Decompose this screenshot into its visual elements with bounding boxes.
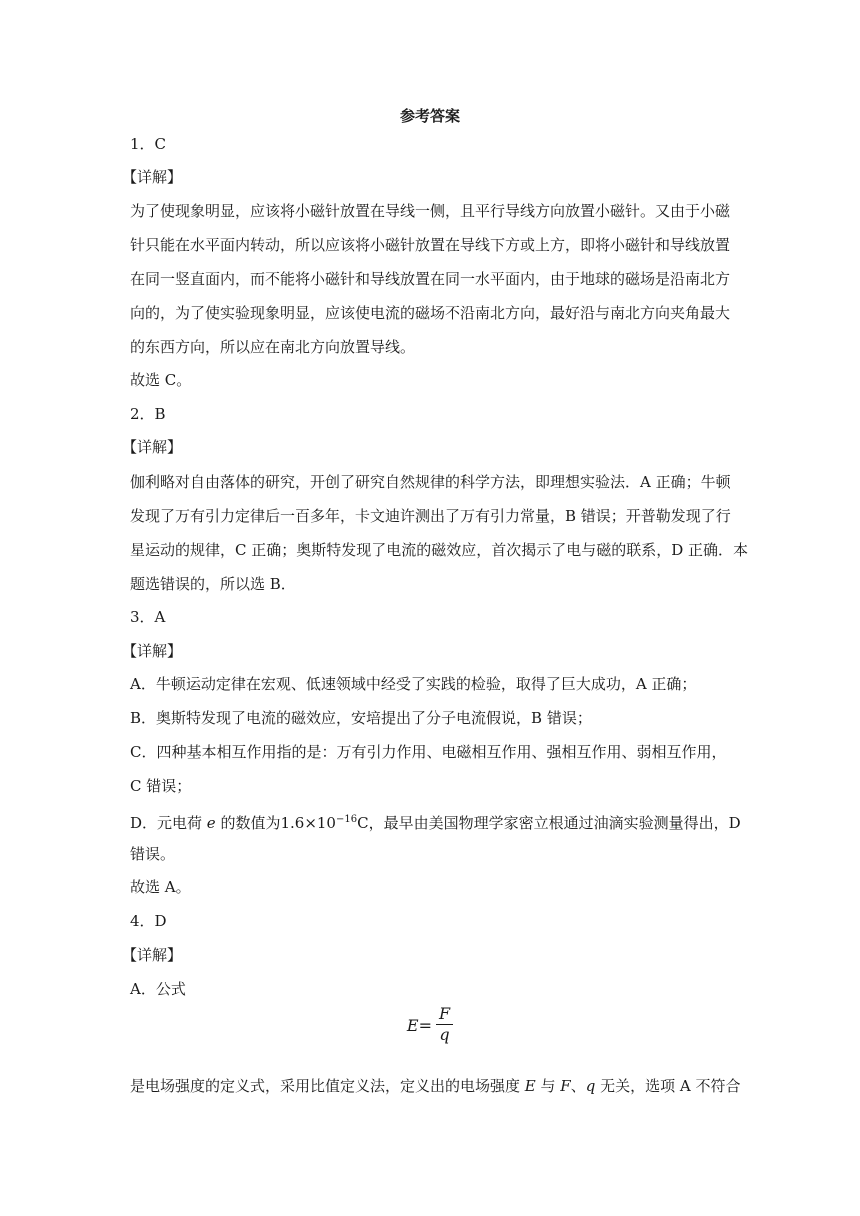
q4-tag: 【详解】 [122, 946, 183, 964]
q1-number: 1．C [130, 135, 167, 153]
q3-tag: 【详解】 [122, 642, 183, 660]
q2-tag: 【详解】 [122, 438, 183, 456]
q2-line: 伽利略对自由落体的研究，开创了研究自然规律的科学方法，即理想实验法．A 正确；牛顿 [130, 473, 731, 491]
formula-denominator: q [439, 1025, 450, 1044]
q2-line: 星运动的规律，C 正确；奥斯特发现了电流的磁效应，首次揭示了电与磁的联系，D 正确．本 [130, 541, 749, 559]
q4-def-f: F [560, 1077, 571, 1095]
q3-option-d-e-symbol: e [206, 814, 216, 832]
q3-option-a: A．牛顿运动定律在宏观、低速领域中经受了实践的检验，取得了巨大成功，A 正确； [130, 675, 697, 693]
field-strength-formula [0, 1005, 860, 1045]
q4-def-mid2: 、 [570, 1077, 586, 1095]
q3-option-c-line1: C．四种基本相互作用指的是：万有引力作用、电磁相互作用、强相互作用、弱相互作用， [130, 743, 727, 761]
q1-conclusion: 故选 C。 [130, 371, 192, 389]
q4-number: 4．D [130, 912, 167, 930]
q2-line: 题选错误的，所以选 B． [130, 575, 296, 593]
formula-lhs: E [406, 1015, 419, 1035]
q2-number: 2．B [130, 405, 166, 423]
q4-def-q: q [585, 1077, 596, 1095]
q3-option-d-line2: 错误。 [130, 845, 176, 863]
q4-option-a: A．公式 [130, 980, 186, 998]
q1-line: 在同一竖直面内，而不能将小磁针和导线放置在同一水平面内，由于地球的磁场是沿南北方 [130, 270, 731, 288]
q1-line: 针只能在水平面内转动，所以应该将小磁针放置在导线下方或上方，即将小磁针和导线放置 [130, 236, 731, 254]
q3-option-c-line2: C 错误； [130, 777, 192, 795]
page-title: 参考答案 [399, 107, 460, 125]
q3-conclusion: 故选 A。 [130, 878, 191, 896]
formula-equals: = [418, 1015, 432, 1035]
formula-fraction [436, 1005, 453, 1045]
formula-numerator: F [436, 1005, 453, 1025]
q1-tag: 【详解】 [122, 168, 183, 186]
q3-option-d-line1 [130, 810, 741, 833]
q3-option-d-unit: C [357, 814, 369, 832]
q2-line: 发现了万有引力定律后一百多年，卡文迪许测出了万有引力常量，B 错误；开普勒发现了行 [130, 507, 731, 525]
q3-number: 3．A [130, 608, 166, 626]
q1-line: 为了使现象明显，应该将小磁针放置在导线一侧，且平行导线方向放置小磁针。又由于小磁 [130, 202, 731, 220]
q3-option-d-mid: 的数值为 [215, 814, 281, 832]
q4-def-mid1: 与 [535, 1077, 561, 1095]
q3-option-d-exponent: −16 [335, 814, 358, 825]
q3-option-d-value: 1.6×10 [280, 814, 336, 832]
q3-option-d-rest: ，最早由美国物理学家密立根通过油滴实验测量得出，D [368, 814, 741, 832]
q4-def-prefix: 是电场强度的定义式，采用比值定义法，定义出的电场强度 [130, 1077, 525, 1095]
q4-definition-line [130, 1076, 740, 1096]
q3-option-d-prefix: D．元电荷 [130, 814, 207, 832]
q4-def-rest: 无关，选项 A 不符合 [595, 1077, 741, 1095]
q3-option-b: B．奥斯特发现了电流的磁效应，安培提出了分子电流假说，B 错误； [130, 709, 592, 727]
q1-explanation [130, 194, 730, 364]
q4-def-e: E [524, 1077, 536, 1095]
q1-line: 向的，为了使实验现象明显，应该使电流的磁场不沿南北方向，最好沿与南北方向夹角最大 [130, 304, 731, 322]
q2-explanation [130, 465, 749, 601]
q1-line: 的东西方向，所以应在南北方向放置导线。 [130, 338, 416, 356]
